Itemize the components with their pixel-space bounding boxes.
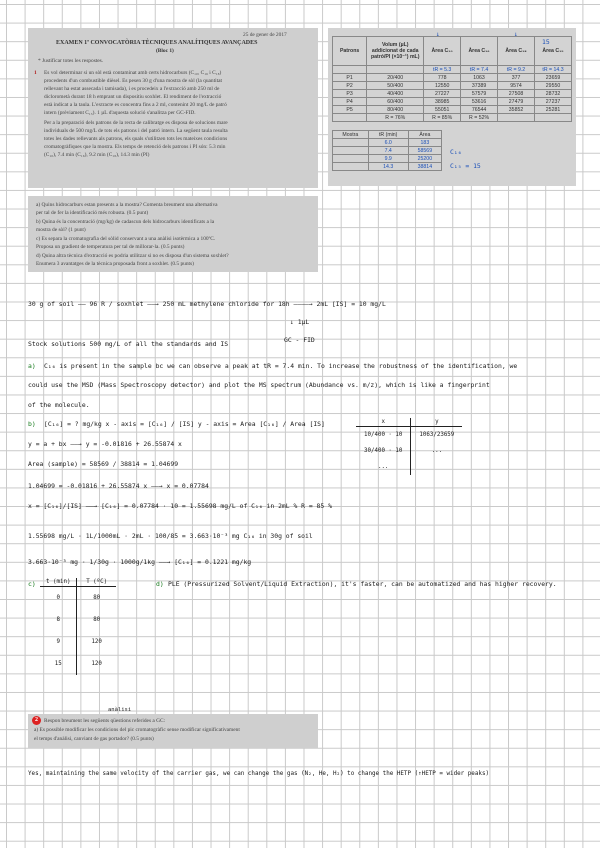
calibration-table (332, 36, 572, 122)
calibration-table-scan (328, 28, 576, 186)
answer-a-line: could use the MSD (Mass Spectroscopy detector) and plot the MS spectrum (Abundance vs. m/z), which is like a fingerprint (28, 381, 490, 389)
exam-block: (Bloc 1) (156, 48, 174, 54)
col-header-area-c15: Àrea C₁₅ (535, 37, 572, 66)
gradient-cell: 9 (40, 631, 77, 653)
col-header-volum-label: Volum (µL) addicionat de cada patró/PI (370, 42, 419, 60)
calibration-cell: 57579 (461, 90, 498, 98)
calibration-cell: 35852 (498, 106, 535, 114)
q1-part-line: Enumera 3 avantatges de la tècnica proposada front a soxhlet. (0.5 punts) (36, 261, 194, 267)
gradient-header: T (ºC) (77, 578, 116, 587)
calibration-cell: P5 (333, 106, 367, 114)
xy-row (356, 459, 462, 475)
sample-cell (333, 139, 369, 147)
sample-cell (333, 147, 369, 155)
q2-text-line: el temps d'anàlisi, canviant de gas portador? (0.5 punts) (34, 736, 154, 742)
q1-text-line: intern (prèviament C₁₅). 1 µL d'aquesta solució s'analitza per GC-FID. (44, 110, 196, 116)
gradient-row (40, 653, 116, 675)
sample-col-header: tR (min) (368, 131, 408, 139)
sample-header-row (333, 131, 442, 139)
exam-instruction: * Justificar totes les respostes. (38, 58, 104, 64)
xy-cell (411, 459, 462, 475)
q1-text-line: totes les dades rellevants als patrons, els quals s'utilitzen tots les mateixes condicions (44, 136, 228, 142)
calibration-row (333, 106, 572, 114)
q2-text-line: Respon breument les següents qüestions referides a GC: (44, 718, 166, 724)
gradient-row (40, 587, 116, 610)
xy-header: x (356, 418, 411, 427)
calibration-cell: 27227 (424, 90, 461, 98)
xy-row (356, 443, 462, 459)
sample-cell: 25200 (408, 155, 441, 163)
gradient-cell: 80 (93, 617, 101, 623)
sample-table (332, 130, 442, 171)
gradient-cell: 120 (91, 639, 102, 645)
xy-cell: 1063/23659 (419, 432, 455, 438)
sample-note-c15: C₁₅ = 15 (450, 162, 481, 170)
calibration-cell: 12550 (424, 82, 461, 90)
q1-part-line: c) Es separa la cromatografia del sòlid conservant a una anàlisi isotèrmica a 100ºC. (36, 236, 216, 242)
exam-question-2-scan (28, 714, 318, 748)
answer-b-label: b) (28, 420, 36, 428)
sample-cell: 6.0 (368, 139, 408, 147)
procedure-injection: ↓ 1µL (290, 318, 310, 326)
answer-b-line: x = [C₁₆]/[IS] ——→ [C₁₆] = 0.07784 · 10 = 1.55698 mg/L of C₁₆ in 2mL % R = 85 % (28, 502, 332, 510)
exam-question-1-scan (28, 28, 318, 188)
col-header-volum-note2: mL) (409, 54, 420, 60)
arrow-mark: ↓ (436, 30, 440, 38)
calibration-cell: 27237 (535, 98, 572, 106)
q1-text-line: Es vol determinar si un sòl està contaminat amb certs hidrocarburs (C₁₀, C₁₆ i C₁₈) (44, 70, 222, 76)
col-header-area-c18: Àrea C₁₈ (498, 37, 535, 66)
sample-cell: 14.3 (368, 163, 408, 171)
xy-row (356, 427, 462, 444)
sample-row (333, 155, 442, 163)
answer-b-line: [C₁₆] = ? mg/kg x - axis = [C₁₆] / [IS] y - axis = Area [C₁₆] / Area [IS] (44, 420, 325, 428)
answer-b-line: Area (sample) = 58569 / 38814 = 1.04699 (28, 460, 179, 468)
gradient-cell: 15 (40, 653, 77, 675)
xy-cell: 10/400 · 10 (356, 427, 411, 444)
answer-a-line: of the molecule. (28, 401, 90, 409)
answer-b-line: y = a + bx ——→ y = -0.01816 + 26.55874 x (28, 440, 182, 448)
arrow-mark: 15 (542, 38, 550, 46)
calibration-cell (333, 114, 367, 122)
calibration-cell: 778 (424, 74, 461, 82)
calibration-cell: 55051 (424, 106, 461, 114)
sample-col-header: Àrea (408, 131, 441, 139)
q1-part-line: per tal de fer la identificació més robusta. (0.5 punt) (36, 210, 149, 216)
question-1-number: 1 (34, 70, 37, 76)
calibration-cell: 60/400 (367, 98, 424, 106)
gradient-cell: 8 (40, 609, 77, 631)
q1-part-line: a) Quins hidrocarburs estan presents a la mostra? Comenta breument una alternativa (36, 202, 218, 208)
q1-part-line: b) Quina és la concentració (mg/kg) de cadascun dels hidrocarburs identificats a la (36, 219, 215, 225)
procedure-detector: GC - FID (284, 336, 315, 344)
exam-title: EXAMEN 1ª CONVOCATÒRIA TÈCNIQUES ANALÍTIQUES AVANÇADES (56, 40, 258, 46)
calibration-cell: 50/400 (367, 82, 424, 90)
exam-subquestions-scan (28, 196, 318, 272)
calibration-cell: 1063 (461, 74, 498, 82)
calibration-cell (535, 114, 572, 122)
procedure-line: 30 g of soil —— 96 R / soxhlet ——→ 250 mL methylene chloride for 18h ————→ 2mL [IS] = 10 mg/L (28, 300, 386, 308)
calibration-cell: 23659 (535, 74, 572, 82)
q2-text-line: a) Es possible modificar les condicions del pic cromatogràfic sense modificar significativament (34, 727, 240, 733)
xy-cell: ... (431, 448, 443, 454)
q1-text-line: està indicat a la taula. L'extracte es concentra fins a 2 ml, contenint 20 mg/L de patró (44, 102, 227, 108)
stock-solutions-line: Stock solutions 500 mg/L of all the standards and IS (28, 340, 229, 348)
answer-a-label: a) (28, 362, 36, 370)
col-header-volum (367, 37, 424, 66)
sample-note-c16: C₁₆ (450, 148, 462, 156)
answer-b-line: 3.663·10⁻³ mg · 1/30g · 1000g/1kg ——→ [C₁₆] = 0.1221 mg/kg (28, 558, 252, 566)
q2-hand-word: anàlisi (108, 707, 132, 713)
answer-b-line: 1.55698 mg/L · 1L/1000mL · 2mL · 100/85 = 3.663·10⁻³ mg C₁₆ in 30g of soil (28, 532, 313, 540)
answer-d-label: d) (156, 580, 164, 588)
xy-table (356, 418, 462, 475)
gradient-rows (40, 587, 116, 676)
calibration-cell: 76544 (461, 106, 498, 114)
xy-header: y (435, 419, 439, 425)
hand-note-row (333, 66, 572, 74)
col-header-area-c10: Àrea C₁₀ (424, 37, 461, 66)
calibration-cell: P3 (333, 90, 367, 98)
sample-col-header: Mostra (333, 131, 369, 139)
calibration-cell: 27479 (498, 98, 535, 106)
question-2-number: 2 (32, 716, 41, 725)
calibration-cell: 27508 (498, 90, 535, 98)
calibration-row (333, 90, 572, 98)
sample-cell: 183 (408, 139, 441, 147)
q1-text-line: Per a la preparació dels patrons de la recta de calibratge es disposa de solucions mare (44, 120, 228, 126)
q1-part-line: mostra de sòl? (1 punt) (36, 227, 86, 233)
tr-note-c15: tR = 14.3 (535, 66, 572, 74)
gradient-header-row (40, 578, 116, 587)
gradient-cell: 80 (93, 595, 101, 601)
sample-row (333, 147, 442, 155)
q1-text-line: (C₁₀), 7.4 min (C₁₆), 9.2 min (C₁₈), 14.3 min (PI) (44, 152, 150, 158)
col-header-area-c16: Àrea C₁₆ (461, 37, 498, 66)
calibration-header-row (333, 37, 572, 66)
calibration-cell: 28732 (535, 90, 572, 98)
sample-row (333, 163, 442, 171)
answer-a-line: C₁₆ is present in the sample bc we can observe a peak at tR = 7.4 min. To increase the robustness of the identification, we (44, 362, 518, 370)
sample-cell (333, 155, 369, 163)
q1-text-line: cromatogràfiques que la mostra. Els temps de retenció dels patrons i PI són: 5.3 min (44, 144, 226, 150)
gradient-header: t (min) (40, 578, 77, 587)
answer-d-text: PLE (Pressurized Solvent/Liquid Extraction), it's faster, can be automatized and has higher recovery. (168, 580, 557, 588)
q1-text-line: diclorometà durant 18 h emprant un dispositiu soxhlet. El rendiment de l'extracció (44, 94, 222, 100)
calibration-cell: 80/400 (367, 106, 424, 114)
calibration-cell: 20/400 (367, 74, 424, 82)
exam-date: 25 de gener de 2017 (243, 32, 287, 38)
sample-cell (333, 163, 369, 171)
calibration-cell: P4 (333, 98, 367, 106)
calibration-cell: 25281 (535, 106, 572, 114)
calibration-cell: 40/400 (367, 90, 424, 98)
calibration-cell: P2 (333, 82, 367, 90)
sample-rows (333, 139, 442, 171)
calibration-cell: 38985 (424, 98, 461, 106)
tr-note-c18: tR = 9.2 (498, 66, 535, 74)
calibration-cell: R = 76% (367, 114, 424, 122)
gradient-row (40, 631, 116, 653)
calibration-cell: 377 (498, 74, 535, 82)
sample-row (333, 139, 442, 147)
calibration-row (333, 82, 572, 90)
arrow-mark: ↓ (514, 30, 518, 38)
gradient-cell: 120 (91, 661, 102, 667)
calibration-cell: R = 85% (424, 114, 461, 122)
calibration-row (333, 114, 572, 122)
xy-rows (356, 427, 462, 476)
calibration-rows (333, 74, 572, 122)
q1-text-line: procedents d'un combustible dièsel. Es pesen 30 g d'una mostra de sòl (la quantitat (44, 78, 222, 84)
sample-cell: 9.9 (368, 155, 408, 163)
xy-cell: 30/400 · 10 (356, 443, 411, 459)
calibration-cell (498, 114, 535, 122)
q1-part-line: Proposa un gradient de temperatura per tal de millorar-la. (0.5 punts) (36, 244, 185, 250)
calibration-row (333, 98, 572, 106)
col-header-patrons: Patrons (333, 37, 367, 66)
calibration-cell: 37389 (461, 82, 498, 90)
answer-q2-text: Yes, maintaining the same velocity of the carrier gas, we can change the gas (N₂, He, H₂) to change the HETP (↑HETP = wider peaks) (28, 771, 490, 777)
q1-text-line: individuals de 500 mg/L de tots els patrons i del patró intern. La següent taula resulta (44, 128, 228, 134)
sample-cell: 38814 (408, 163, 441, 171)
tr-note-c10: tR = 5.3 (424, 66, 461, 74)
q1-part-line: d) Quina altra tècnica d'extracció es podria utilitzar si no es disposa d'un sistema soxhlet? (36, 253, 229, 259)
col-header-volum-note: (×10⁻¹) (391, 54, 409, 60)
sample-cell: 7.4 (368, 147, 408, 155)
calibration-cell: 29550 (535, 82, 572, 90)
sample-cell: 58569 (408, 147, 441, 155)
answer-b-line: 1.04699 = -0.01816 + 26.55874 x ——→ x = 0.07784 (28, 482, 209, 490)
calibration-cell: 53616 (461, 98, 498, 106)
xy-header-row (356, 418, 462, 427)
answer-c-label: c) (28, 580, 36, 588)
gradient-row (40, 609, 116, 631)
calibration-cell: R = 52% (461, 114, 498, 122)
temperature-gradient-table (40, 578, 116, 675)
q1-text-line: rellevant ha estat assecada i tamisada), i es procedeix a l'extracció amb 250 ml de (44, 86, 220, 92)
xy-cell: ... (356, 459, 411, 475)
calibration-row (333, 74, 572, 82)
tr-note-c16: tR = 7.4 (461, 66, 498, 74)
calibration-cell: P1 (333, 74, 367, 82)
calibration-cell: 9574 (498, 82, 535, 90)
gradient-cell: 0 (40, 587, 77, 610)
